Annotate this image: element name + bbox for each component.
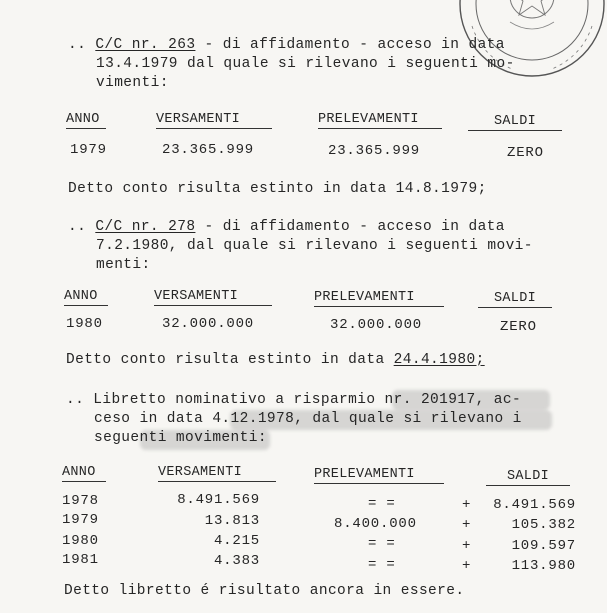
section3-row2-versamenti: 13.813 [204, 513, 260, 529]
section3-header-prelevamenti: PRELEVAMENTI [314, 467, 444, 484]
section3-row3-sign: + [462, 538, 472, 554]
section3-row1-sign: + [462, 497, 472, 513]
section3-row4-versamenti: 4.383 [213, 553, 260, 569]
section2-intro-line1: .. C/C nr. 278 - di affidamento - acceso in data [68, 219, 505, 235]
section2-header-prelevamenti: PRELEVAMENTI [314, 290, 444, 307]
section3-header-anno: ANNO [62, 465, 106, 482]
section3-row1-saldi: 8.491.569 [493, 497, 576, 513]
section2-row-anno: 1980 [66, 316, 103, 332]
section1-header-saldi: SALDI [468, 114, 562, 131]
section3-intro-line2: ceso in data 4.12.1978, dal quale si rilevano i [94, 411, 522, 427]
section3-row1-prelevamenti: = = [368, 496, 396, 512]
section3-row2-anno: 1979 [62, 512, 99, 528]
section1-intro-line2: 13.4.1979 dal quale si rilevano i seguenti mo- [96, 56, 515, 72]
section3-row3-anno: 1980 [62, 533, 99, 549]
section2-row-saldi: ZERO [500, 319, 537, 335]
section3-row3-prelevamenti: = = [368, 536, 396, 552]
section2-row-versamenti: 32.000.000 [162, 316, 255, 332]
section3-row2-sign: + [462, 517, 472, 533]
section1-intro-line3: vimenti: [96, 75, 169, 91]
section2-header-versamenti: VERSAMENTI [154, 289, 272, 306]
section3-row1-anno: 1978 [62, 493, 99, 509]
section3-intro-line3: seguenti movimenti: [94, 430, 267, 446]
section1-row-versamenti: 23.365.999 [162, 142, 255, 158]
section3-row3-saldi: 109.597 [511, 538, 576, 554]
section1-closing: Detto conto risulta estinto in data 14.8.1979; [68, 181, 487, 197]
section1-row-saldi: ZERO [507, 145, 544, 161]
section3-row1-versamenti: 8.491.569 [177, 492, 260, 508]
section3-row4-prelevamenti: = = [368, 557, 396, 573]
section3-closing: Detto libretto é risultato ancora in essere. [64, 583, 465, 599]
section3-row4-sign: + [462, 558, 472, 574]
section1-header-versamenti: VERSAMENTI [156, 112, 272, 129]
section1-row-anno: 1979 [70, 142, 107, 158]
section2-row-prelevamenti: 32.000.000 [330, 317, 423, 333]
section3-header-versamenti: VERSAMENTI [158, 465, 276, 482]
section2-intro-line2: 7.2.1980, dal quale si rilevano i seguenti movi- [96, 238, 533, 254]
section1-intro-line1: .. C/C nr. 263 - di affidamento - acceso in data [68, 37, 505, 53]
section3-row2-saldi: 105.382 [511, 517, 576, 533]
section2-closing: Detto conto risulta estinto in data 24.4.1980; [66, 352, 485, 368]
section3-header-saldi: SALDI [486, 469, 570, 486]
section3-row3-versamenti: 4.215 [213, 533, 260, 549]
section2-intro-line3: menti: [96, 257, 151, 273]
section3-intro-line1: .. Libretto nominativo a risparmio nr. 201917, ac- [66, 392, 522, 408]
section1-header-anno: ANNO [66, 112, 106, 129]
section1-row-prelevamenti: 23.365.999 [328, 143, 421, 159]
section3-row2-prelevamenti: 8.400.000 [334, 516, 417, 532]
section3-row4-anno: 1981 [62, 552, 99, 568]
section2-header-anno: ANNO [64, 289, 108, 306]
section1-header-prelevamenti: PRELEVAMENTI [318, 112, 442, 129]
section2-header-saldi: SALDI [478, 291, 552, 308]
section3-row4-saldi: 113.980 [511, 558, 576, 574]
